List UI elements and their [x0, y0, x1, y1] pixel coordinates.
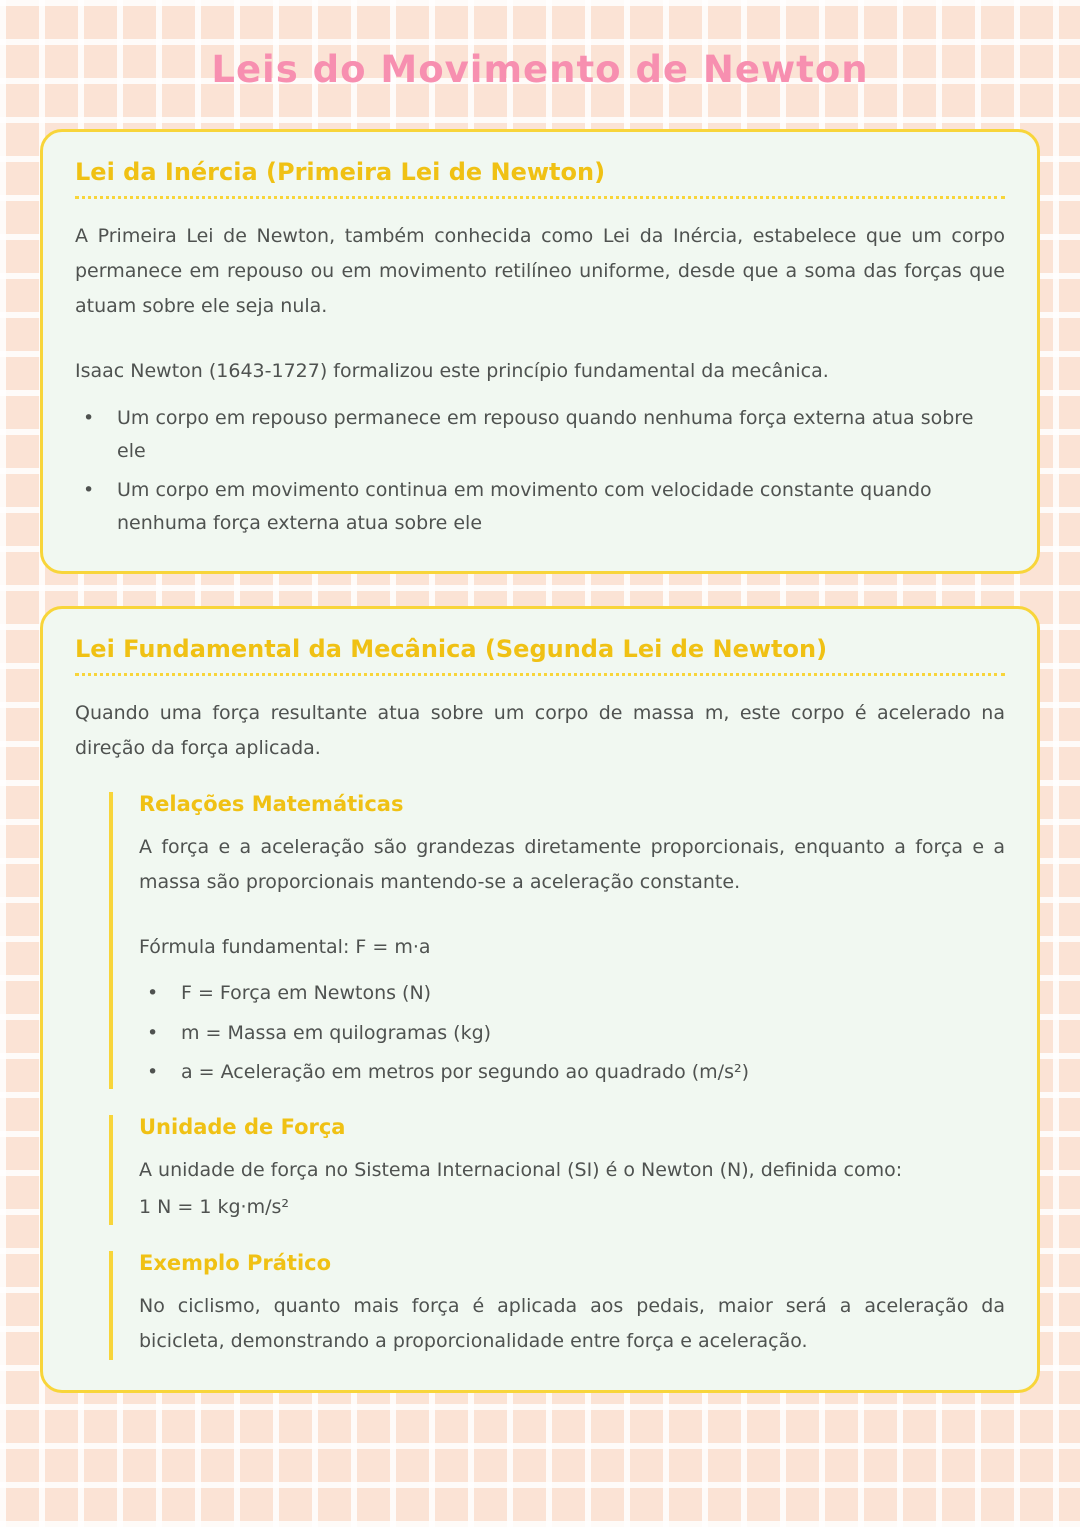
paragraph-isaac-newton: Isaac Newton (1643-1727) formalizou este princípio fundamental da mecânica.	[75, 360, 829, 383]
subsection-heading: Exemplo Prático	[139, 1251, 332, 1276]
bullet-text: a = Aceleração em metros por segundo ao quadrado (m/s²)	[181, 1060, 749, 1083]
bullet-text: F = Força em Newtons (N)	[181, 982, 432, 1005]
bullet-text: Um corpo em movimento continua em movimento com velocidade constante quando nenhuma força externa atua sobre ele	[117, 479, 932, 535]
card-second-law	[40, 606, 1040, 1393]
paragraph-proportionality: A força e a aceleração são grandezas diretamente proporcionais, enquanto a força e a massa são proporcionais mantendo-se a aceleração constante.	[139, 835, 1005, 893]
subsection-exemplo-pratico	[109, 1251, 1005, 1359]
list-item	[139, 1056, 1005, 1089]
card-first-law	[40, 129, 1040, 574]
list-item	[139, 1017, 1005, 1050]
paragraph-first-law-definition: A Primeira Lei de Newton, também conhecida como Lei da Inércia, estabelece que um corpo permanece em repouso ou em movimento retilíneo uniforme, desde que a soma das forças que atuam sobre ele seja nula.	[75, 225, 1005, 318]
paragraph-second-law-intro: Quando uma força resultante atua sobre um corpo de massa m, este corpo é acelerado na direção da força aplicada.	[75, 701, 1005, 759]
formula-bullet-list	[139, 977, 1005, 1089]
list-item	[75, 402, 1005, 469]
first-law-bullet-list	[75, 402, 1005, 541]
paragraph-formula: Fórmula fundamental: F = m·a	[139, 936, 431, 959]
list-item	[139, 977, 1005, 1010]
paragraph-cycling-example: No ciclismo, quanto mais força é aplicada aos pedais, maior será a aceleração da bicicleta, demonstrando a proporcionalidade entre força e aceleração.	[139, 1295, 1005, 1353]
card-first-law-heading: Lei da Inércia (Primeira Lei de Newton)	[75, 158, 1005, 199]
subsection-relacoes-matematicas	[109, 792, 1005, 1089]
page-title: Leis do Movimento de Newton	[211, 48, 869, 91]
list-item	[75, 474, 1005, 541]
subsection-heading: Relações Matemáticas	[139, 791, 404, 816]
paragraph-unit-definition: A unidade de força no Sistema Internacional (SI) é o Newton (N), definida como:	[139, 1159, 903, 1182]
bullet-text: Um corpo em repouso permanece em repouso quando nenhuma força externa atua sobre ele	[117, 406, 974, 462]
bullet-text: m = Massa em quilogramas (kg)	[181, 1021, 492, 1044]
subsection-heading: Unidade de Força	[139, 1115, 346, 1140]
subsection-unidade-de-forca	[109, 1115, 1005, 1225]
card-second-law-heading: Lei Fundamental da Mecânica (Segunda Lei de Newton)	[75, 635, 1005, 676]
paragraph-unit-equation: 1 N = 1 kg·m/s²	[139, 1196, 289, 1219]
